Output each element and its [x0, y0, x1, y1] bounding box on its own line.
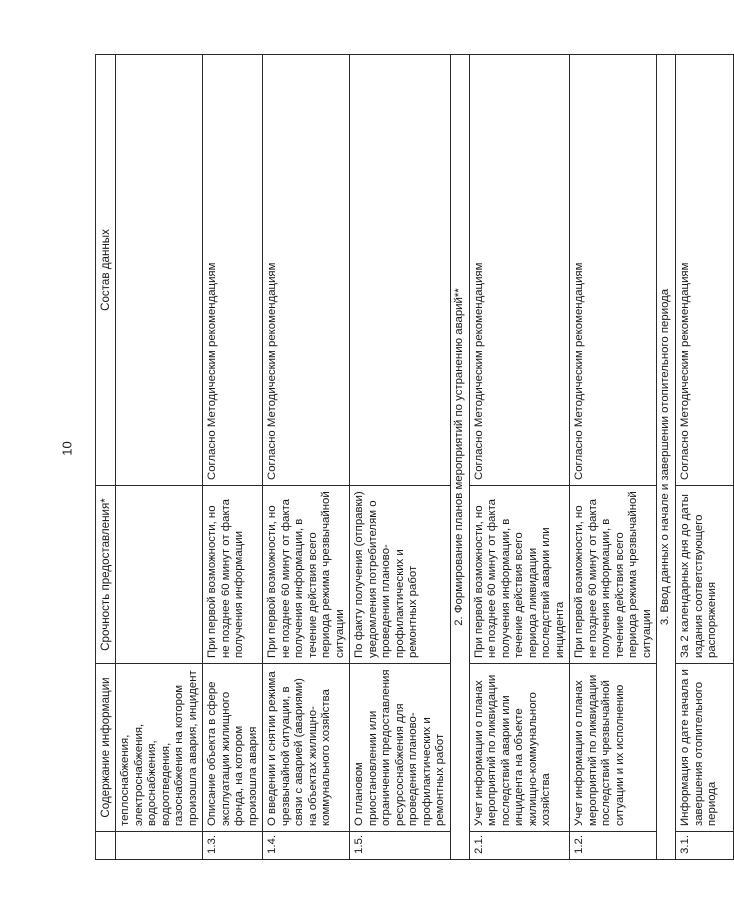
- table-row-continuation: [116, 55, 203, 860]
- cell-composition: Согласно Методическим рекомендациям: [570, 55, 657, 486]
- header-content: Содержание информации: [96, 664, 116, 832]
- cell-composition: Согласно Методическим рекомендациям: [469, 55, 570, 486]
- cell-composition: Согласно Методическим рекомендациям: [676, 55, 734, 486]
- section-2-title: 2. Формирование планов мероприятий по устранению аварий**: [450, 55, 469, 860]
- table-row: [350, 55, 451, 860]
- cell-composition: Согласно Методическим рекомендациям: [203, 55, 263, 486]
- cell-urgency: При первой возможности, но не позднее 60 минут от факта получения информации, в течение действия всего периода режима чрезвычайной ситуации: [263, 486, 350, 664]
- cell-num: 1.4.: [263, 832, 350, 860]
- table-row: [203, 55, 263, 860]
- table-header-row: [96, 55, 116, 860]
- cell-num: 3.1.: [676, 832, 734, 860]
- header-composition: Состав данных: [96, 55, 116, 486]
- cell-content: Описание объекта в сфере эксплуатации жилищного фонда, на котором произошла авария: [203, 664, 263, 832]
- cell-num: 1.5.: [350, 832, 451, 860]
- table-row: [570, 55, 657, 860]
- cell-urgency: При первой возможности, но не позднее 60 минут от факта получения информации, в течение действия всего периода режима чрезвычайной ситуации: [570, 486, 657, 664]
- table-row: [676, 55, 734, 860]
- cell-num: [116, 832, 203, 860]
- cell-content: Учет информации о планах мероприятий по ликвидации последствий чрезвычайной ситуации и их исполнению: [570, 664, 657, 832]
- header-num: [96, 832, 116, 860]
- cell-urgency: За 2 календарных дня до даты издания соответствующего распоряжения: [676, 486, 734, 664]
- rotated-page-content: [95, 55, 718, 860]
- section-3-title: 3. Ввод данных о начале и завершении отопительного периода: [657, 55, 676, 860]
- cell-num: 2.1.: [469, 832, 570, 860]
- page-number: 10: [59, 441, 75, 456]
- table-row: [263, 55, 350, 860]
- section-header-row: [450, 55, 469, 860]
- cell-urgency: По факту получения (отправки) уведомления потребителям о проведении планово-профилактических и ремонтных работ: [350, 486, 451, 664]
- cell-urgency: При первой возможности, но не позднее 60 минут от факта получения информации, в течение действия всего периода ликвидации последствий аварии или инцидента: [469, 486, 570, 664]
- cell-composition: [350, 55, 451, 486]
- cell-composition: Согласно Методическим рекомендациям: [263, 55, 350, 486]
- cell-urgency: [116, 486, 203, 664]
- cell-composition: [116, 55, 203, 486]
- information-table: [95, 54, 734, 860]
- cell-content: теплоснабжения, электроснабжения, водоснабжения, водоотведения, газоснабжения на котором произошла авария, инцидент: [116, 664, 203, 832]
- cell-content: Учет информации о планах мероприятий по ликвидации последствий аварии или инцидента на объекте жилищно-коммунального хозяйства: [469, 664, 570, 832]
- header-urgency: Срочность предоставления*: [96, 486, 116, 664]
- cell-content: О плановом приостановлении или ограничении предоставления ресурсоснабжения для проведения планово-профилактических и ремонтных работ: [350, 664, 451, 832]
- cell-urgency: При первой возможности, но не позднее 60 минут от факта получения информации: [203, 486, 263, 664]
- cell-num: 1.3.: [203, 832, 263, 860]
- cell-content: Информация о дате начала и завершения отопительного периода: [676, 664, 734, 832]
- cell-content: О введении и снятии режима чрезвычайной ситуации, в связи с аварией (авариями) на объектах жилищно-коммунального хозяйства: [263, 664, 350, 832]
- section-header-row: [657, 55, 676, 860]
- cell-num: 1.2.: [570, 832, 657, 860]
- table-row: [469, 55, 570, 860]
